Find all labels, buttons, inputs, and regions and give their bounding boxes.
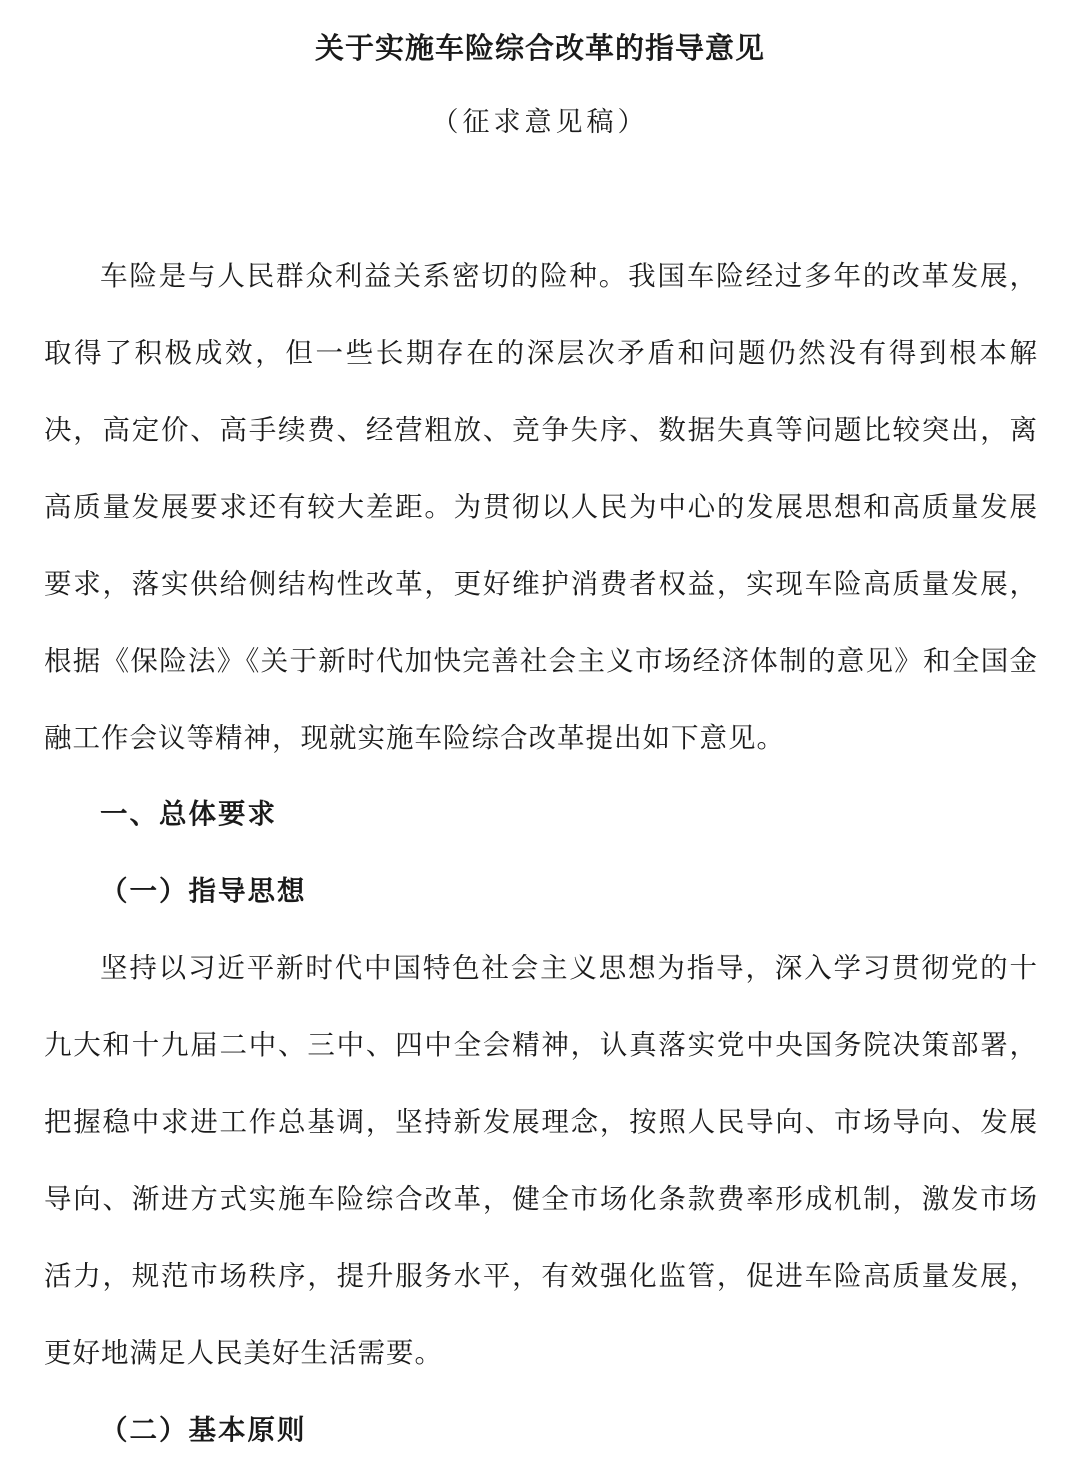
intro-paragraph: 车险是与人民群众利益关系密切的险种。我国车险经过多年的改革发展，取得了积极成效，但一些长期存在的深层次矛盾和问题仍然没有得到根本解决，高定价、高手续费、经营粗放、竞争失序、数据失真等问题比较突出，离高质量发展要求还有较大差距。为贯彻以人民为中心的发展思想和高质量发展要求，落实供给侧结构性改革，更好维护消费者权益，实现车险高质量发展，根据《保险法》《关于新时代加快完善社会主义市场经济体制的意见》和全国金融工作会议等精神，现就实施车险综合改革提出如下意见。 <box>44 260 1038 754</box>
guiding-ideology-paragraph: 坚持以习近平新时代中国特色社会主义思想为指导，深入学习贯彻党的十九大和十九届二中、三中、四中全会精神，认真落实党中央国务院决策部署，把握稳中求进工作总基调，坚持新发展理念，按照人民导向、市场导向、发展导向、渐进方式实施车险综合改革，健全市场化条款费率形成机制，激发市场活力，规范市场秩序，提升服务水平，有效强化监管，促进车险高质量发展，更好地满足人民美好生活需要。 <box>44 952 1038 1369</box>
subsection-heading-basic-principles: （二）基本原则 <box>100 1414 307 1446</box>
section-heading-general-requirements: 一、总体要求 <box>100 798 277 830</box>
document-subtitle: （征求意见稿） <box>431 107 649 138</box>
document-title: 关于实施车险综合改革的指导意见 <box>314 31 765 65</box>
subsection-heading-guiding-ideology: （一）指导思想 <box>100 875 307 907</box>
